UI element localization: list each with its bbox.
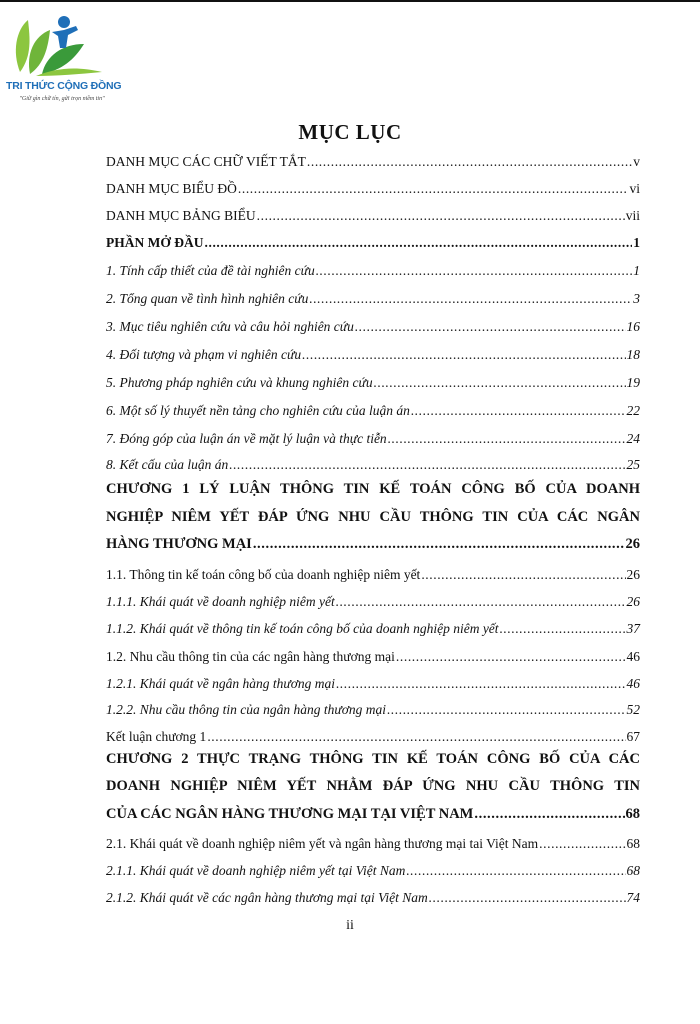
- chapter2-heading-line3[interactable]: [106, 797, 640, 823]
- toc-entry-text: 4. Đối tượng và phạm vi nghiên cứu: [106, 347, 302, 362]
- toc-entry-page: 18: [626, 347, 640, 362]
- toc-entry-text: 1.1.2. Khái quát về thông tin kế toán công bố của doanh nghiệp niêm yết: [106, 621, 499, 636]
- toc-entry[interactable]: [106, 826, 640, 852]
- chapter1-page: 26: [625, 536, 640, 552]
- toc-entry-text: 2. Tổng quan về tình hình nghiên cứu: [106, 291, 309, 306]
- chapter1-heading-text: HÀNG THƯƠNG MẠI: [106, 536, 252, 552]
- toc-entry[interactable]: [106, 393, 640, 419]
- toc-entry[interactable]: [106, 853, 640, 879]
- toc-entry-page: 52: [626, 702, 640, 717]
- chapter2-heading-line1[interactable]: CHƯƠNG 2 THỰC TRẠNG THÔNG TIN KẾ TOÁN CÔNG BỐ CỦA CÁC: [106, 751, 640, 767]
- toc-entry[interactable]: [106, 880, 640, 906]
- logo-slogan: "Giữ gìn chữ tín, gửi trọn niềm tin": [19, 96, 105, 102]
- toc-entry-page: v: [633, 154, 640, 169]
- toc-entry-text: 6. Một số lý thuyết nền tảng cho nghiên cứu của luận án: [106, 403, 410, 418]
- toc-entry-page: 68: [626, 863, 640, 878]
- toc-entry-text: 8. Kết cấu của luận án: [106, 457, 229, 472]
- chapter2-heading-text: CỦA CÁC NGÂN HÀNG THƯƠNG MẠI TẠI VIỆT NAM: [106, 806, 474, 822]
- toc-entry[interactable]: [106, 447, 640, 473]
- toc-entry[interactable]: [106, 365, 640, 391]
- toc-entry-page: 3: [633, 291, 640, 306]
- toc-entry-text: 2.1.2. Khái quát về các ngân hàng thương mại tại Việt Nam: [106, 890, 428, 905]
- logo-name: TRI THỨC CỘNG ĐỒNG: [6, 80, 122, 92]
- toc-entry[interactable]: [106, 584, 640, 610]
- toc-entry-page: 22: [626, 403, 640, 418]
- toc-entry-text: 3. Mục tiêu nghiên cứu và câu hỏi nghiên cứu: [106, 319, 354, 334]
- toc-entry-text: 1.1. Thông tin kế toán công bố của doanh nghiệp niêm yết: [106, 567, 421, 582]
- toc-entry-page: 46: [626, 649, 640, 664]
- toc-entry[interactable]: [106, 281, 640, 307]
- toc-entry[interactable]: [106, 719, 640, 745]
- toc-entry[interactable]: [106, 421, 640, 447]
- toc-entry-page: 19: [626, 375, 640, 390]
- toc-entry-page: 37: [626, 621, 640, 636]
- toc-entry-text: 2.1.1. Khái quát về doanh nghiệp niêm yết tại Việt Nam: [106, 863, 406, 878]
- toc-entry-text: Kết luận chương 1: [106, 729, 207, 744]
- toc-entry-page: 67: [626, 729, 640, 744]
- toc-entry-page: vi: [629, 181, 640, 196]
- toc-entry-page: vii: [625, 208, 640, 223]
- logo: [6, 8, 122, 108]
- page-number: ii: [346, 918, 354, 933]
- toc-entry[interactable]: [106, 557, 640, 583]
- toc-entry-text: 1.2. Nhu cầu thông tin của các ngân hàng thương mại: [106, 649, 395, 664]
- top-border: [0, 0, 700, 2]
- toc-entry[interactable]: [106, 611, 640, 637]
- toc-entry-text: 2.1. Khái quát về doanh nghiệp niêm yết và ngân hàng thương mại tai Việt Nam: [106, 836, 539, 851]
- chapter2-page: 68: [625, 806, 640, 822]
- toc-entry-page: 74: [626, 890, 640, 905]
- toc-entry[interactable]: [106, 309, 640, 335]
- toc-entry-page: 26: [626, 594, 640, 609]
- toc-entry-text: DANH MỤC BIỂU ĐỒ: [106, 181, 237, 196]
- toc-entry[interactable]: [106, 692, 640, 718]
- toc-entry-page: 1: [633, 235, 640, 250]
- toc-entry-text: 7. Đóng góp của luận án về mặt lý luận và thực tiễn: [106, 431, 387, 446]
- toc-entry-page: 26: [626, 567, 640, 582]
- page-title: MỤC LỤC: [298, 120, 402, 144]
- toc-entry-text: PHẦN MỞ ĐẦU: [106, 235, 204, 250]
- toc-entry-page: 1: [633, 263, 640, 278]
- toc-entry-page: 46: [626, 676, 640, 691]
- toc-entry-text: 1.2.2. Nhu cầu thông tin của ngân hàng thương mại: [106, 702, 387, 717]
- chapter1-heading-line2[interactable]: NGHIỆP NIÊM YẾT ĐÁP ỨNG NHU CẦU THÔNG TIN CỦA CÁC NGÂN: [106, 509, 640, 525]
- toc-entry[interactable]: [106, 198, 640, 224]
- toc-entry[interactable]: [106, 171, 640, 197]
- toc-entry-text: 1. Tính cấp thiết của đề tài nghiên cứu: [106, 263, 315, 278]
- chapter1-heading-line3[interactable]: [106, 527, 640, 553]
- toc-entry-text: 1.2.1. Khái quát về ngân hàng thương mại: [106, 676, 336, 691]
- toc-entry[interactable]: [106, 253, 640, 279]
- toc-entry-text: 1.1.1. Khái quát về doanh nghiệp niêm yết: [106, 594, 335, 609]
- toc-entry[interactable]: [106, 639, 640, 665]
- toc-entry-text: DANH MỤC BẢNG BIỂU: [106, 208, 256, 223]
- chapter1-heading-line1[interactable]: CHƯƠNG 1 LÝ LUẬN THÔNG TIN KẾ TOÁN CÔNG BỐ CỦA DOANH: [106, 481, 640, 497]
- toc-entry-page: 16: [626, 319, 640, 334]
- toc-entry[interactable]: [106, 337, 640, 363]
- toc-entry-page: 25: [626, 457, 640, 472]
- toc-entry-page: 24: [626, 431, 640, 446]
- toc-entry[interactable]: [106, 666, 640, 692]
- toc-entry-page: 68: [626, 836, 640, 851]
- toc-entry[interactable]: [106, 225, 640, 251]
- toc-entry-text: 5. Phương pháp nghiên cứu và khung nghiên cứu: [106, 375, 373, 390]
- chapter2-heading-line2[interactable]: DOANH NGHIỆP NIÊM YẾT NHẰM ĐÁP ỨNG NHU CẦU THÔNG TIN: [106, 778, 640, 794]
- logo-leaves-icon: [6, 8, 118, 80]
- toc-entry-text: DANH MỤC CÁC CHỮ VIẾT TẮT: [106, 154, 306, 169]
- toc-entry[interactable]: [106, 144, 640, 170]
